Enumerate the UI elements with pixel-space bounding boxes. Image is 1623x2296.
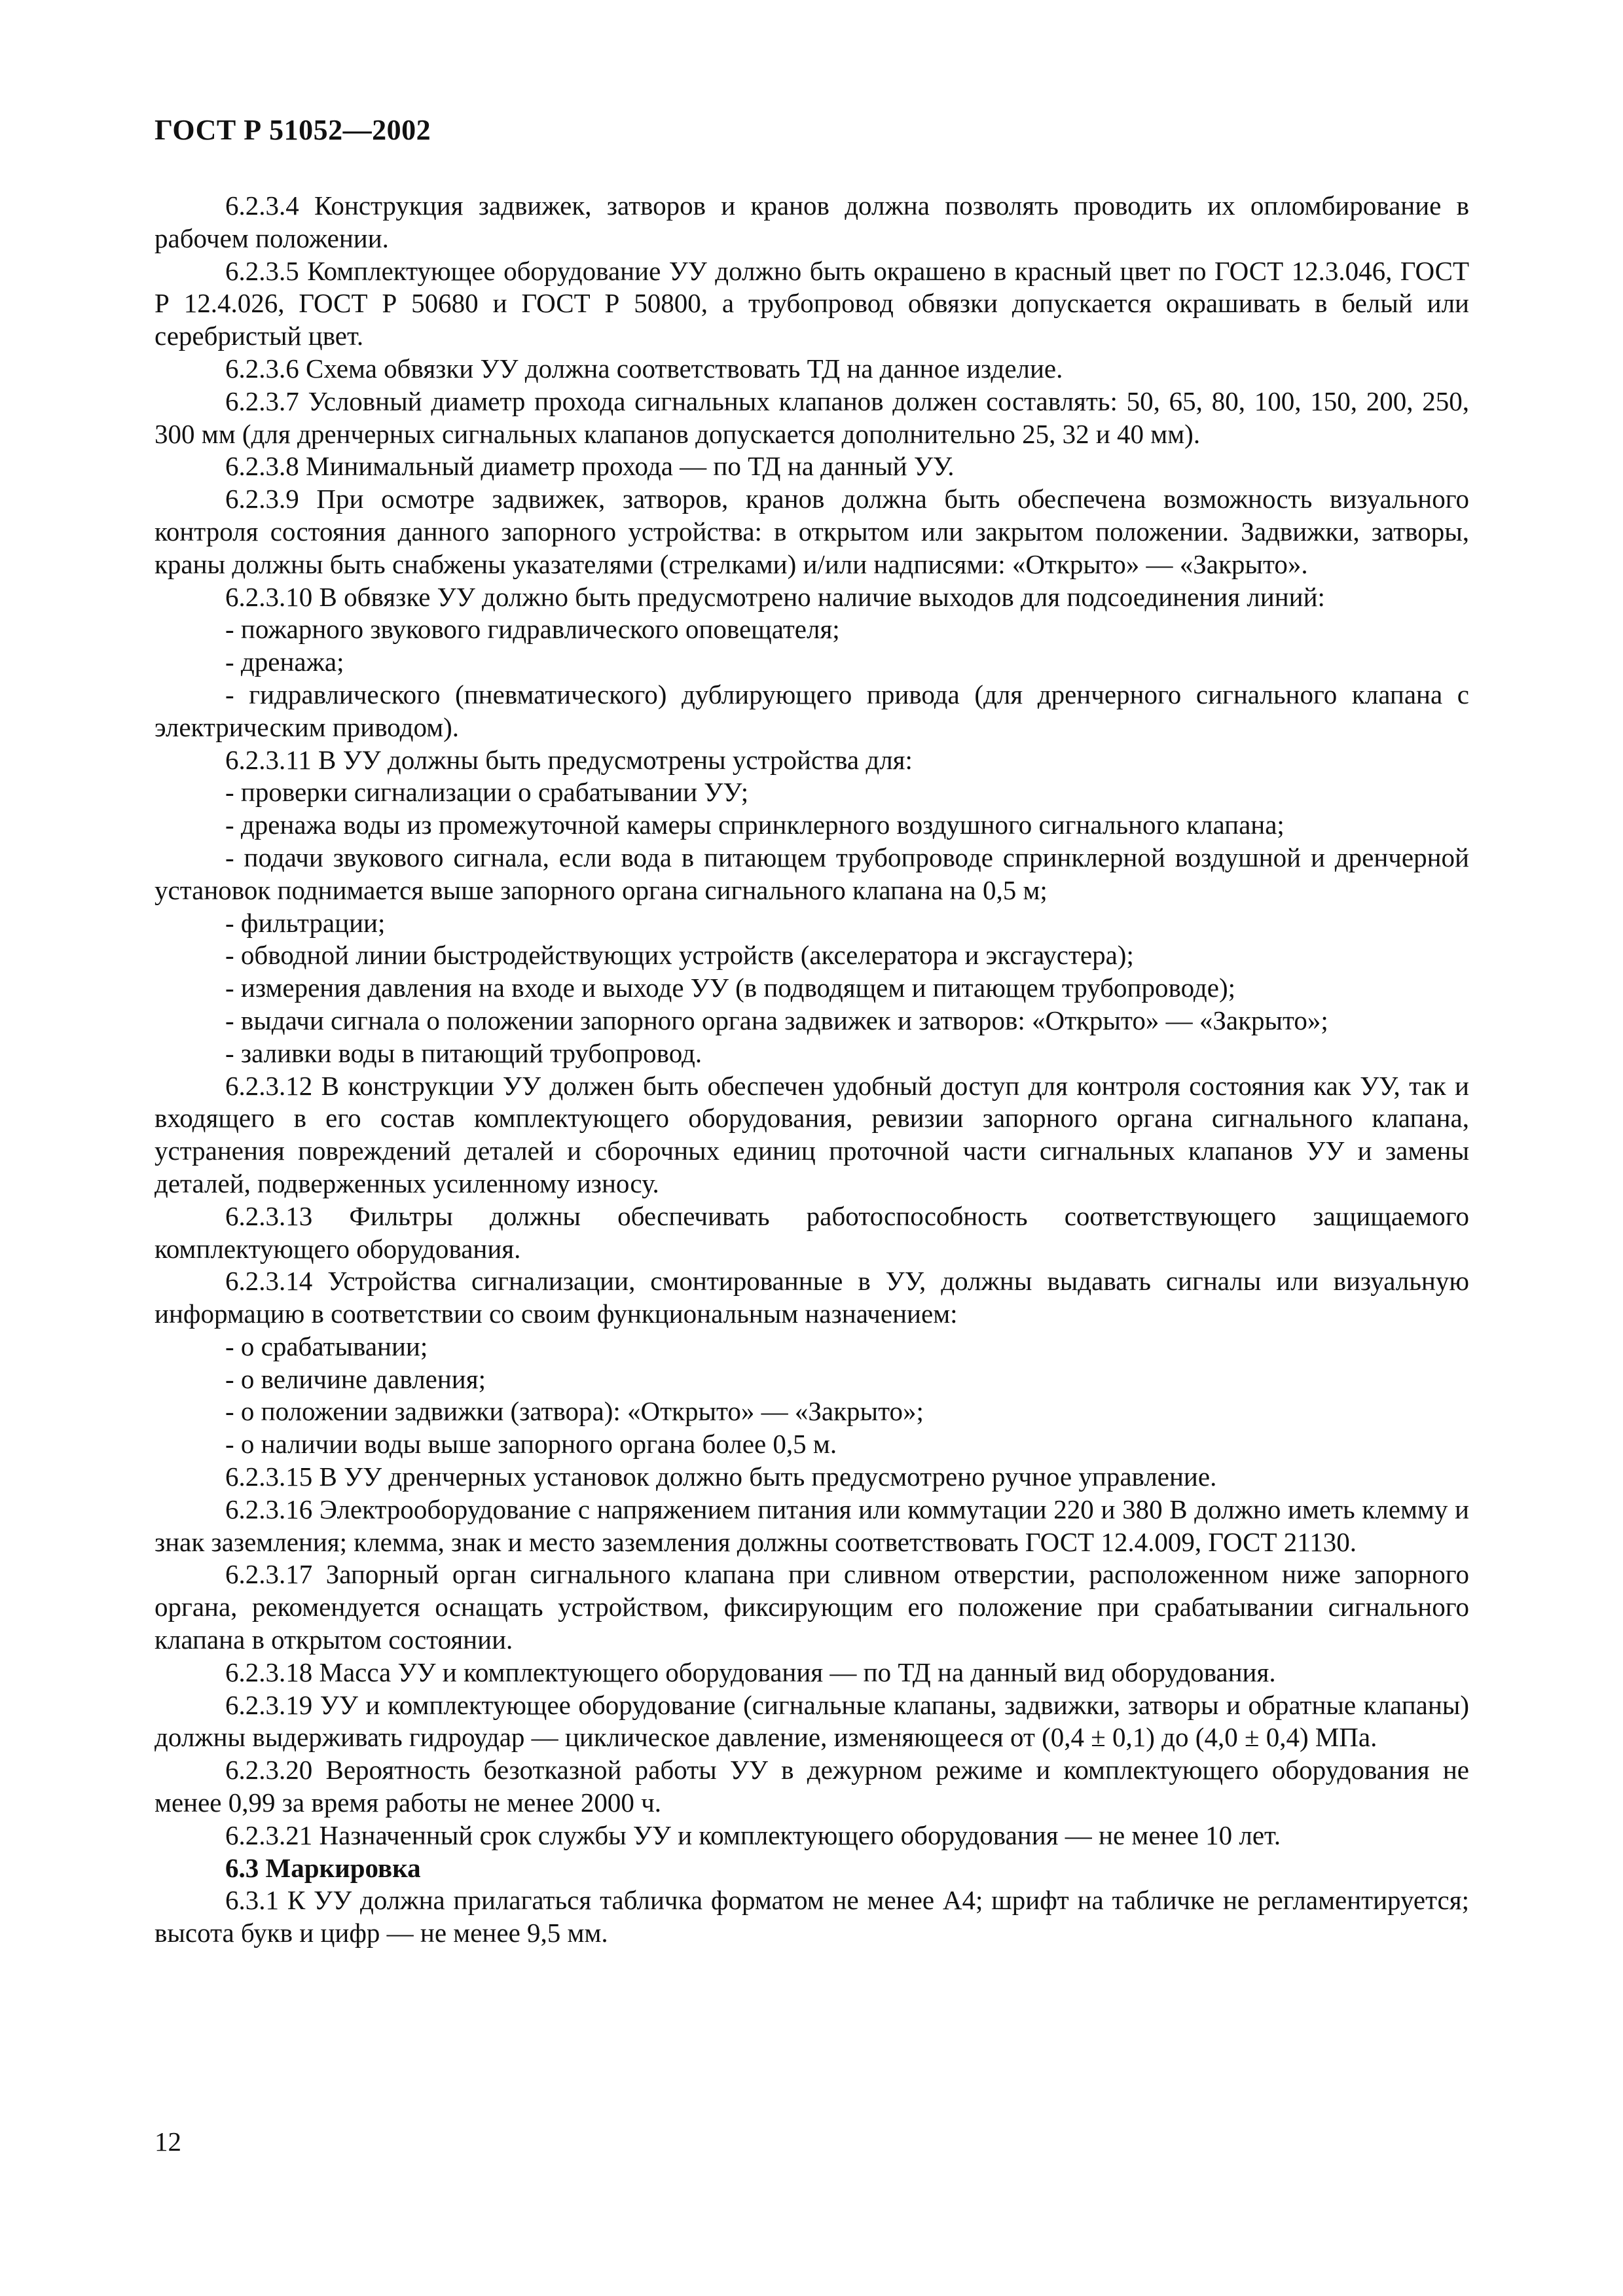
list-item: - заливки воды в питающий трубопровод. — [225, 1037, 702, 1068]
list-item: - о срабатывании; — [225, 1331, 428, 1361]
clause-6-2-3-7: 6.2.3.7 Условный диаметр прохода сигнальных клапанов должен составлять: 50, 65, 80, 100, 150, 200, 250, 300 мм (для дренчерных сигнальных клапанов допускается дополнительно 25, 32 и 40 мм). — [155, 386, 1469, 449]
clause-6-2-3-17: 6.2.3.17 Запорный орган сигнального клапана при сливном отверстии, расположенном ниже запорного органа, рекомендуется оснащать устройством, фиксирующим его положение при срабатывании сигнального клапана в открытом состоянии. — [155, 1559, 1469, 1655]
list-item: - фильтрации; — [225, 907, 386, 938]
clause-6-2-3-20: 6.2.3.20 Вероятность безотказной работы УУ в дежурном режиме и комплектующего оборудования не менее 0,99 за время работы не менее 2000 ч. — [155, 1755, 1469, 1818]
list-item: - пожарного звукового гидравлического оповещателя; — [225, 614, 840, 645]
list-item: - о величине давления; — [225, 1363, 486, 1394]
clause-6-2-3-10: 6.2.3.10 В обвязке УУ должно быть предусмотрено наличие выходов для подсоединения линий: — [225, 581, 1325, 612]
clause-6-2-3-18: 6.2.3.18 Масса УУ и комплектующего оборудования — по ТД на данный вид оборудования. — [225, 1657, 1276, 1687]
list-item: - подачи звукового сигнала, если вода в питающем трубопроводе спринклерной воздушной и дренчерной установок поднимается выше запорного органа сигнального клапана на 0,5 м; — [155, 842, 1469, 905]
list-item: - дренажа; — [225, 647, 344, 677]
list-item: - дренажа воды из промежуточной камеры спринклерного воздушного сигнального клапана; — [225, 810, 1285, 840]
document-body — [155, 190, 1469, 1950]
list-item: - обводной линии быстродействующих устройств (акселератора и эксгаустера); — [225, 940, 1134, 971]
list-item: - о наличии воды выше запорного органа более 0,5 м. — [225, 1429, 837, 1460]
clause-6-2-3-6: 6.2.3.6 Схема обвязки УУ должна соответствовать ТД на данное изделие. — [225, 353, 1063, 384]
clause-6-2-3-14: 6.2.3.14 Устройства сигнализации, смонтированные в УУ, должны выдавать сигналы или визуальную информацию в соответствии со своим функциональным назначением: — [155, 1266, 1469, 1329]
list-item: - гидравлического (пневматического) дублирующего привода (для дренчерного сигнального клапана с электрическим приводом). — [155, 679, 1469, 742]
clause-6-2-3-9: 6.2.3.9 При осмотре задвижек, затворов, кранов должна быть обеспечена возможность визуального контроля состояния данного запорного устройства: в открытом или закрытом положении. Задвижки, затворы, краны должны быть снабжены указателями (стрелками) и/или надписями: «Открыто» — «Закрыто». — [155, 484, 1469, 579]
list-item: - о положении задвижки (затвора): «Открыто» — «Закрыто»; — [225, 1396, 924, 1427]
clause-6-2-3-11: 6.2.3.11 В УУ должны быть предусмотрены устройства для: — [225, 744, 913, 775]
clause-6-2-3-12: 6.2.3.12 В конструкции УУ должен быть обеспечен удобный доступ для контроля состояния как УУ, так и входящего в его состав комплектующего оборудования, ревизии запорного органа сигнального клапана, устранения повреждений деталей и сборочных единиц проточной части сигнальных клапанов УУ и замены деталей, подверженных усиленному износу. — [155, 1070, 1469, 1198]
clause-6-2-3-19: 6.2.3.19 УУ и комплектующее оборудование (сигнальные клапаны, задвижки, затворы и обратные клапаны) должны выдерживать гидроудар — циклическое давление, изменяющееся от (0,4 ± 0,1) до (4,0 ± 0,4) МПа. — [155, 1689, 1469, 1753]
clause-6-2-3-15: 6.2.3.15 В УУ дренчерных установок должно быть предусмотрено ручное управление. — [225, 1462, 1217, 1492]
clause-6-3-1: 6.3.1 К УУ должна прилагаться табличка форматом не менее А4; шрифт на табличке не регламентируется; высота букв и цифр — не менее 9,5 мм. — [155, 1885, 1469, 1948]
clause-6-2-3-5: 6.2.3.5 Комплектующее оборудование УУ должно быть окрашено в красный цвет по ГОСТ 12.3.046, ГОСТ Р 12.4.026, ГОСТ Р 50680 и ГОСТ Р 50800, а трубопровод обвязки допускается окрашивать в белый или серебристый цвет. — [155, 255, 1469, 351]
clause-6-2-3-8: 6.2.3.8 Минимальный диаметр прохода — по ТД на данный УУ. — [225, 451, 955, 482]
list-item: - проверки сигнализации о срабатывании УУ; — [225, 777, 749, 808]
list-item: - измерения давления на входе и выходе УУ (в подводящем и питающем трубопроводе); — [225, 973, 1235, 1003]
clause-6-2-3-21: 6.2.3.21 Назначенный срок службы УУ и комплектующего оборудования — не менее 10 лет. — [225, 1820, 1281, 1850]
document-header: ГОСТ Р 51052—2002 — [155, 114, 431, 146]
section-heading: 6.3 Маркировка — [225, 1852, 421, 1883]
page-number: 12 — [155, 2126, 181, 2157]
clause-6-2-3-16: 6.2.3.16 Электрооборудование с напряжением питания или коммутации 220 и 380 В должно иметь клемму и знак заземления; клемма, знак и место заземления должны соответствовать ГОСТ 12.4.009, ГОСТ 21130. — [155, 1494, 1469, 1557]
list-item: - выдачи сигнала о положении запорного органа задвижек и затворов: «Открыто» — «Закрыто»; — [225, 1005, 1328, 1035]
clause-6-2-3-4: 6.2.3.4 Конструкция задвижек, затворов и кранов должна позволять проводить их опломбирование в рабочем положении. — [155, 190, 1469, 253]
clause-6-2-3-13: 6.2.3.13 Фильтры должны обеспечивать работоспособность соответствующего защищаемого комплектующего оборудования. — [155, 1200, 1469, 1264]
